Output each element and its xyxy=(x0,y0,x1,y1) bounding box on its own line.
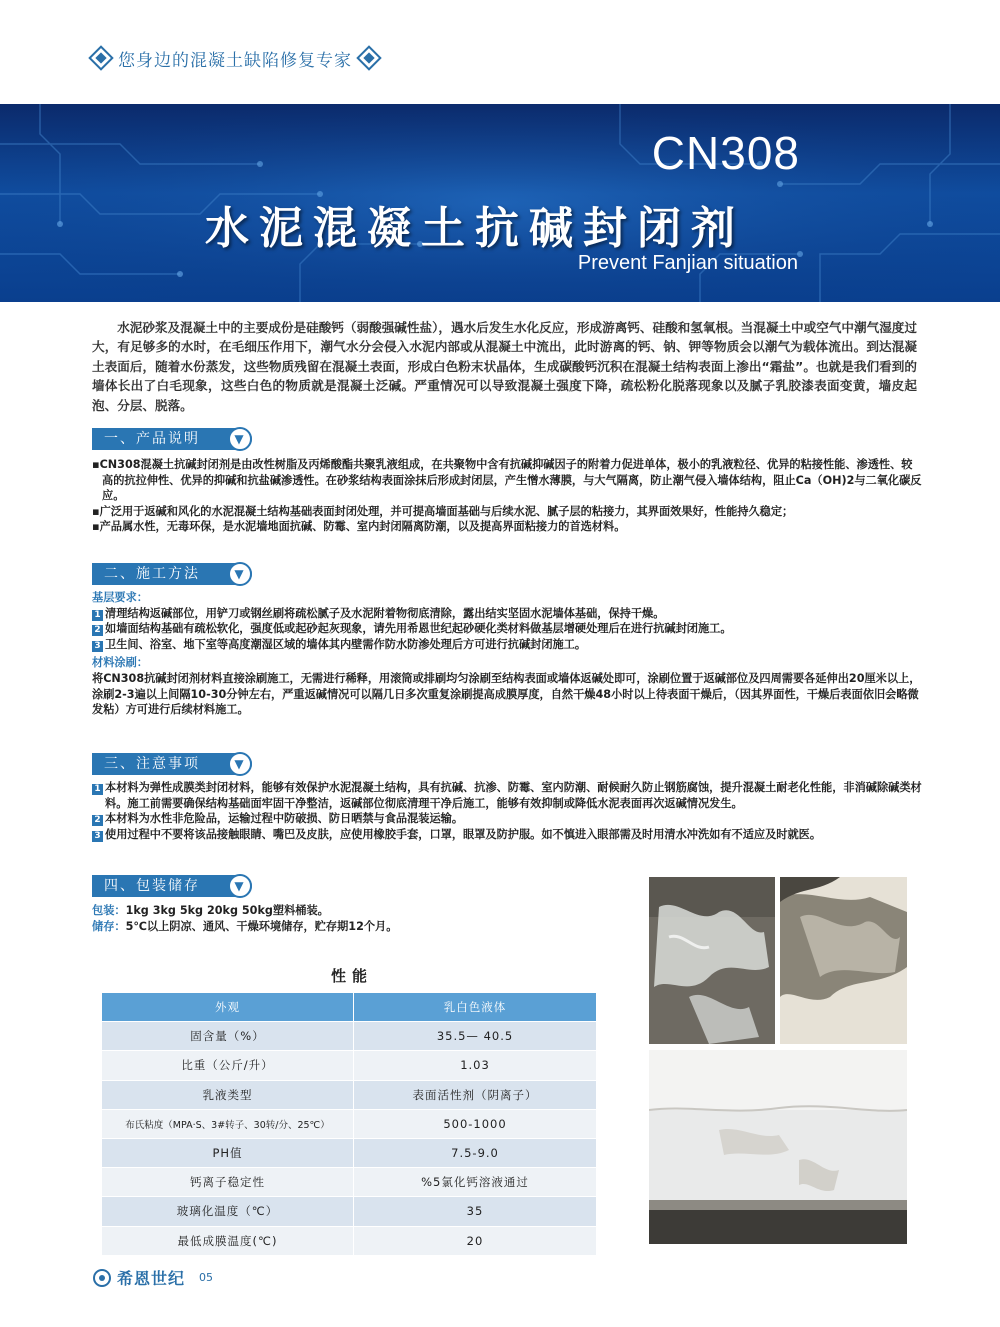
section-precautions-header xyxy=(92,753,252,775)
chevron-down-icon: ▼ xyxy=(228,874,252,898)
chevron-down-icon: ▼ xyxy=(228,562,252,586)
list-item: ▪CN308混凝土抗碱封闭剂是由改性树脂及丙烯酸酯共聚乳液组成，在共聚物中含有抗碱抑碱因子的附着力促进单体，极小的乳液粒径、优异的粘接性能、渗透性、较高的抗拉伸性、优异的抑碱和抗盐碱渗透性。在砂浆结构表面涂抹后形成封闭层，产生憎水薄膜，与大气隔离，防止潮气侵入墙体结构，阻止Ca（OH)2与二氧化碳反应。 xyxy=(92,458,922,503)
efflorescence-photo-3 xyxy=(649,1050,907,1244)
table-row: 固含量（%） 35.5— 40.5 xyxy=(102,1022,597,1051)
table-row: 布氏粘度（MPA·S、3#转子、30转/分、25℃） 500-1000 xyxy=(102,1109,597,1138)
table-row: PH值 7.5-9.0 xyxy=(102,1138,597,1167)
chevron-down-icon: ▼ xyxy=(228,752,252,776)
table-row: 外观 乳白色液体 xyxy=(102,993,597,1022)
brand-logo-icon xyxy=(93,1269,111,1287)
diamond-icon xyxy=(88,45,113,70)
base-requirement-label: 基层要求： xyxy=(92,591,148,604)
footer xyxy=(93,1266,213,1289)
construction-content xyxy=(92,590,922,718)
brush-text: 将CN308抗碱封闭剂材料直接涂刷施工，无需进行稀释，用滚筒或排刷均匀涂刷至结构表面或墙体返碱处即可，涂刷位置于返碱部位及四周需要各延伸出20厘米以上，涂刷2-3遍以上间隔10-30分钟左右，严重返碱情况可以隔几日多次重复涂刷提高成膜厚度，自然干燥48小时以上待表面干燥后，（因其界面性，干燥后表面依旧会略微发粘）方可进行后续材料施工。 xyxy=(92,671,921,717)
precautions-list xyxy=(92,780,922,842)
page-number: 05 xyxy=(199,1271,214,1284)
list-item: ▪广泛用于返碱和风化的水泥混凝土结构基础表面封闭处理，并可提高墙面基础与后续水泥、腻子层的粘接力，其界面效果好，性能持久稳定； xyxy=(92,504,794,518)
section-construction-header xyxy=(92,563,252,585)
section-packaging-header xyxy=(92,875,252,897)
list-item: 1 本材料为弹性成膜类封闭材料，能够有效保护水泥混凝土结构，具有抗碱、抗渗、防霉、室内防潮、耐候耐久防止钢筋腐蚀，提升混凝土耐老化性能，非消碱除碱类材料。施工前需要确保结构基础面牢固干净整洁，返碱部位彻底清理干净后施工，能够有效抑制或降低水泥表面再次返碱情况发生。 xyxy=(92,780,922,811)
storage-line: 储存：5℃以上阴凉、通风、干燥环境储存，贮存期12个月。 xyxy=(92,919,398,933)
chevron-down-icon: ▼ xyxy=(228,427,252,451)
section-title: 二、施工方法 xyxy=(104,566,200,582)
tagline xyxy=(92,46,378,70)
section-title: 一、产品说明 xyxy=(104,431,200,447)
performance-table xyxy=(101,992,597,1256)
section-product-description-header xyxy=(92,428,252,450)
table-row: 乳液类型 表面活性剂（阴离子） xyxy=(102,1080,597,1109)
section-title: 四、包装储存 xyxy=(104,878,200,894)
efflorescence-photo-1 xyxy=(649,877,775,1044)
table-row: 最低成膜温度(℃) 20 xyxy=(102,1226,597,1255)
brand-name: 希恩世纪 xyxy=(117,1269,186,1288)
table-row: 玻璃化温度（℃） 35 xyxy=(102,1197,597,1226)
diamond-icon xyxy=(356,45,381,70)
packaging-content xyxy=(92,903,572,934)
list-item: 2 如墙面结构基础有疏松软化，强度低或起砂起灰现象，请先用希恩世纪起砂硬化类材料做基层增硬处理后在进行抗碱封闭施工。 xyxy=(92,621,922,637)
table-row: 比重（公斤/升） 1.03 xyxy=(102,1051,597,1080)
brush-label: 材料涂刷： xyxy=(92,656,148,670)
list-item: 3 卫生间、浴室、地下室等高度潮湿区域的墙体其内壁需作防水防渗处理后方可进行抗碱封闭施工。 xyxy=(92,637,922,653)
product-description-list xyxy=(92,457,922,535)
list-item: 1 清理结构返碱部位，用铲刀或钢丝刷将疏松腻子及水泥附着物彻底清除，露出结实坚固水泥墙体基础，保持干燥。 xyxy=(92,606,922,622)
intro-paragraph: 水泥砂浆及混凝土中的主要成份是硅酸钙（弱酸强碱性盐），遇水后发生水化反应，形成游离钙、硅酸和氢氧根。当混凝土中或空气中潮气湿度过大，有足够多的水时，在毛细压作用下，潮气水分会侵入水泥内部或从混凝土中流出，此时游离的钙、钠、钾等物质会以潮气为载体流出。到达混凝土表面后，随着水份蒸发，这些物质残留在混凝土表面，形成白色粉末状晶体，生成碳酸钙沉积在混凝土结构表面上渗出“霜盐”。也就是我们看到的墙体长出了白毛现象，这些白色的物质就是混凝土泛碱。严重情况可以导致混凝土强度下降，疏松粉化脱落现象以及腻子乳胶漆表面变黄，墙皮起泡、分层、脱落。 xyxy=(92,320,917,413)
performance-title: 性能 xyxy=(330,967,373,985)
efflorescence-photo-2 xyxy=(780,877,907,1044)
list-item: 3 使用过程中不要将该品接触眼睛、嘴巴及皮肤，应使用橡胶手套，口罩，眼罩及防护服。如不慎进入眼部需及时用清水冲洗如有不适应及时就医。 xyxy=(92,827,922,843)
packaging-line: 包装：1kg 3kg 5kg 20kg 50kg塑料桶装。 xyxy=(92,904,329,917)
product-subtitle: Prevent Fanjian situation xyxy=(577,252,798,274)
product-code: CN308 xyxy=(651,127,800,179)
tagline-text: 您身边的混凝土缺陷修复专家 xyxy=(118,50,352,71)
header-banner xyxy=(0,104,1000,302)
product-title: 水泥混凝土抗碱封闭剂 xyxy=(205,203,745,254)
section-title: 三、注意事项 xyxy=(104,756,200,772)
table-row: 钙离子稳定性 %5氯化钙溶液通过 xyxy=(102,1168,597,1197)
list-item: ▪产品属水性，无毒环保，是水泥墙地面抗碱、防霉、室内封闭隔离防潮，以及提高界面粘接力的首选材料。 xyxy=(92,520,626,534)
list-item: 2 本材料为水性非危险品，运输过程中防破损、防日晒禁与食品混装运输。 xyxy=(92,811,922,827)
